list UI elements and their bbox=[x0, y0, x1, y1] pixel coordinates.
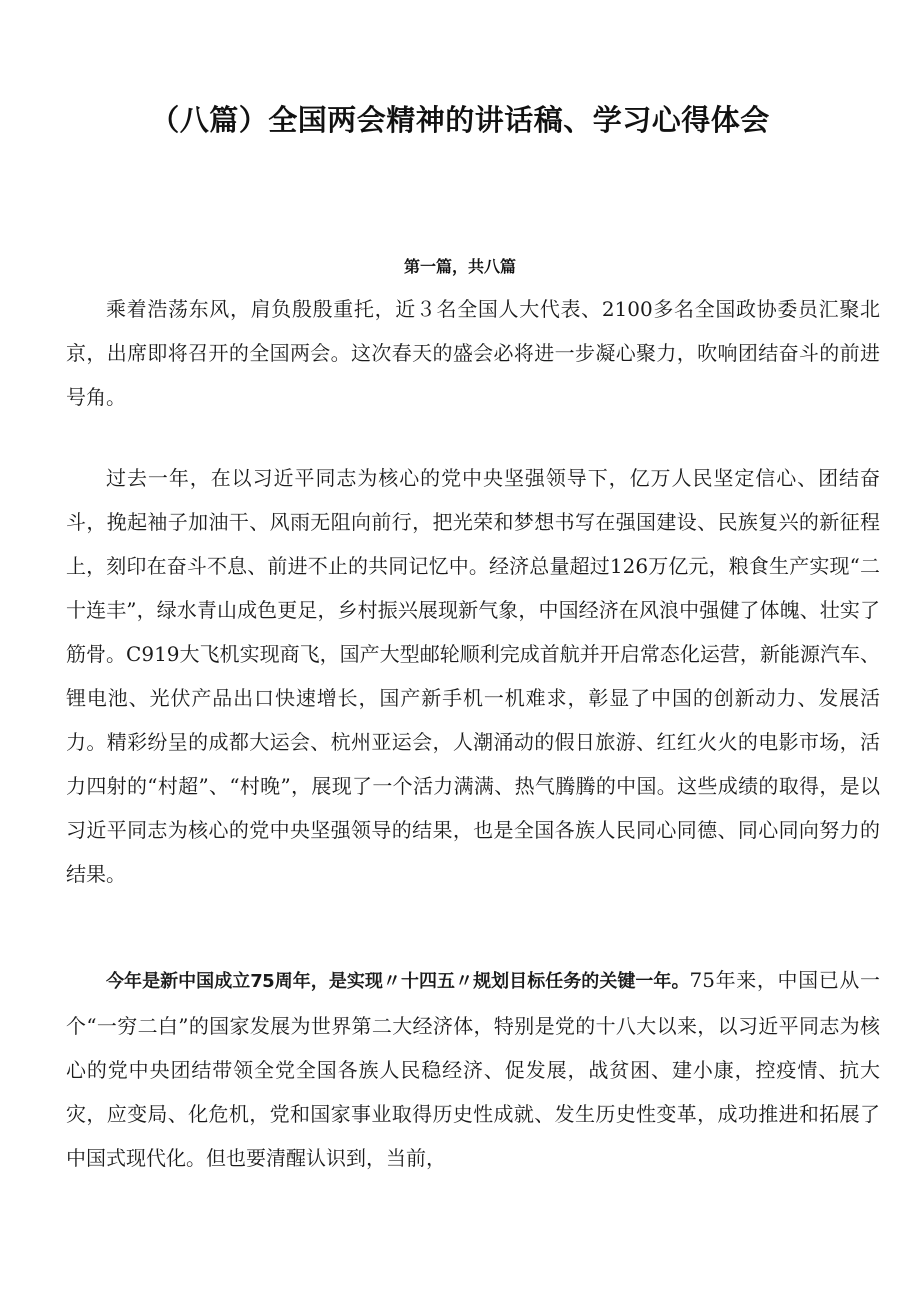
paragraph-1: 乘着浩荡东风，肩负殷殷重托，近３名全国人大代表、2100多名全国政协委员汇聚北京，出席即将召开的全国两会。这次春天的盛会必将进一步凝心聚力，吹响团结奋斗的前进号角。 bbox=[66, 297, 880, 409]
paragraph-3-body: 75年来，中国已从一个“一穷二白”的国家发展为世界第二大经济体，特别是党的十八大以来，以习近平同志为核心的党中央团结带领全党全国各族人民稳经济、促发展，战贫困、建小康，控疫情、抗大灾，应变局、化危机，党和国家事业取得历史性成就、发生历史性变革，成功推进和拓展了中国式现代化。但也要清醒认识到，当前， bbox=[66, 968, 880, 1170]
section-heading: 第一篇，共八篇 bbox=[403, 257, 516, 276]
paragraph-2: 过去一年，在以习近平同志为核心的党中央坚强领导下，亿万人民坚定信心、团结奋斗，挽起袖子加油干、风雨无阻向前行，把光荣和梦想书写在强国建设、民族复兴的新征程上，刻印在奋斗不息、前进不止的共同记忆中。经济总量超过126万亿元，粮食生产实现“二十连丰”，绿水青山成色更足，乡村振兴展现新气象，中国经济在风浪中强健了体魄、壮实了筋骨。C919大飞机实现商飞，国产大型邮轮顺利完成首航并开启常态化运营，新能源汽车、锂电池、光伏产品出口快速增长，国产新手机一机难求，彰显了中国的创新动力、发展活力。精彩纷呈的成都大运会、杭州亚运会，人潮涌动的假日旅游、红红火火的电影市场，活力四射的“村超”、“村晚”，展现了一个活力满满、热气腾腾的中国。这些成绩的取得，是以习近平同志为核心的党中央坚强领导的结果，也是全国各族人民同心同德、同心同向努力的结果。 bbox=[66, 466, 880, 886]
paragraph-3-lead: 今年是新中国成立75周年，是实现〃十四五〃规划目标任务的关键一年。 bbox=[106, 971, 690, 992]
document-title: （八篇）全国两会精神的讲话稿、学习心得体会 bbox=[150, 103, 770, 137]
paragraph-3 bbox=[66, 958, 880, 1178]
